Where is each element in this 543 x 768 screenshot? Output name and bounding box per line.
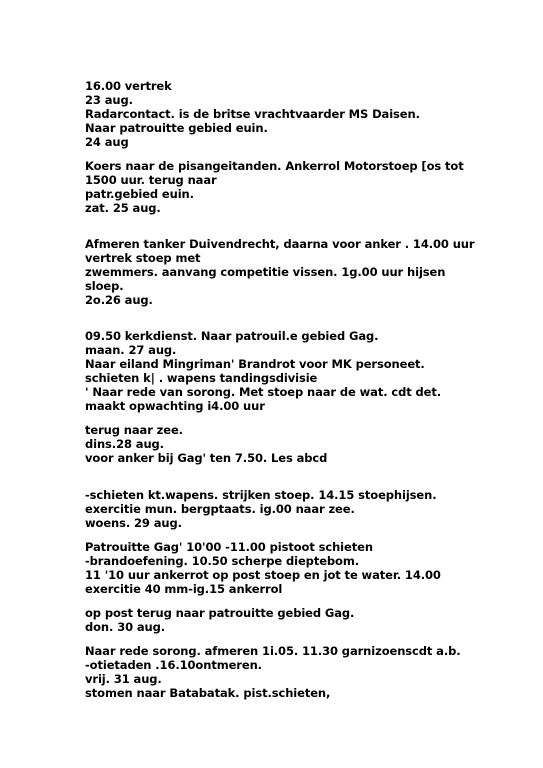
text-line: terug naar zee. [85,423,183,437]
text-line: don. 30 aug. [85,620,166,634]
text-line: 16.00 vertrek [85,79,172,93]
text-line: ' Naar rede van sorong. Met stoep naar de wat. cdt det. [85,385,442,399]
text-line: 1500 uur. terug naar [85,173,217,187]
text-line: -otietaden .16.10ontmeren. [85,658,262,672]
text-line: stomen naar Batabatak. pist.schieten, [85,686,331,700]
text-line: vertrek stoep met [85,251,201,265]
text-line: woens. 29 aug. [85,516,182,530]
text-line: zat. 25 aug. [85,201,161,215]
text-line: 11 '10 uur ankerrot op post stoep en jot te water. 14.00 [85,568,441,582]
text-line: Koers naar de pisangeitanden. Ankerrol Motorstoep [os tot [85,159,464,173]
text-line: Radarcontact. is de britse vrachtvaarder MS Daisen. [85,107,420,121]
text-line: op post terug naar patrouitte gebied Gag. [85,606,355,620]
text-line: Naar rede sorong. afmeren 1i.05. 11.30 garnizoenscdt a.b. [85,644,461,658]
text-line: Afmeren tanker Duivendrecht, daarna voor anker . 14.00 uur [85,237,475,251]
text-line: sloep. [85,279,124,293]
text-line: 23 aug. [85,93,133,107]
text-line: 09.50 kerkdienst. Naar patrouil.e gebied Gag. [85,329,379,343]
text-line: -schieten kt.wapens. strijken stoep. 14.15 stoephijsen. [85,488,437,502]
text-line: voor anker bij Gag' ten 7.50. Les abcd [85,451,328,465]
text-line: exercitie mun. bergptaats. ig.00 naar zee. [85,502,355,516]
text-line: dins.28 aug. [85,437,164,451]
text-line: -brandoefening. 10.50 scherpe dieptebom. [85,554,359,568]
text-line: exercitie 40 mm-ig.15 ankerrol [85,582,283,596]
text-line: maan. 27 aug. [85,343,177,357]
text-line: Patrouitte Gag' 10'00 -11.00 pistoot schieten [85,540,373,554]
text-line: maakt opwachting i4.00 uur [85,399,265,413]
text-line: 24 aug [85,135,129,149]
text-line: schieten k| . wapens tandingsdivisie [85,371,318,385]
text-line: vrij. 31 aug. [85,672,162,686]
text-line: Naar eiland Mingriman' Brandrot voor MK personeet. [85,357,425,371]
text-line: Naar patrouitte gebied euin. [85,121,268,135]
text-line: zwemmers. aanvang competitie vissen. 1g.00 uur hijsen [85,265,446,279]
text-line: 2o.26 aug. [85,293,153,307]
text-line: patr.gebied euin. [85,187,194,201]
